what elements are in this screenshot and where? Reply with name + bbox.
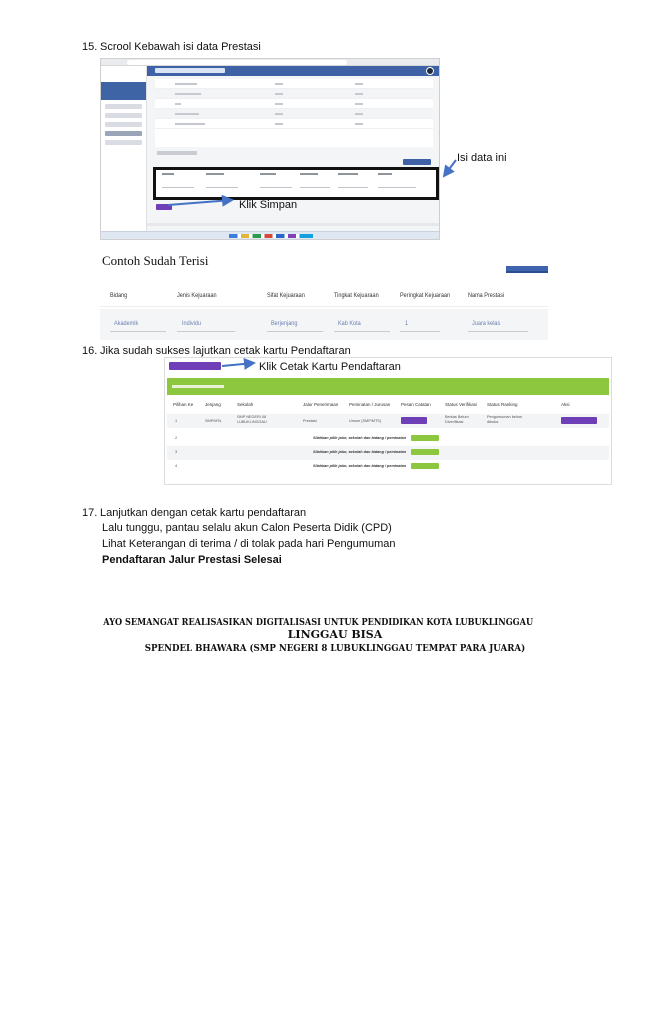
slogan-line1: AYO SEMANGAT REALISASIKAN DIGITALISASI UNTUK PENDIDIKAN KOTA LUBUKLINGGAU [103,617,534,628]
slogan-line3: SPENDEL BHAWARA (SMP NEGERI 8 LUBUKLINGGAU TEMPAT PARA JUARA) [144,643,526,654]
th-pesan: Pesan Catatan [401,402,431,407]
pilih-button [411,463,439,469]
val-bidang: Akademik [114,320,139,327]
val-sifat: Berjenjang [271,320,298,327]
col-tingkat: Tingkat Kejuaraan [334,292,379,299]
col-bidang: Bidang [110,292,128,299]
th-jalur: Jalur Penerimaan [303,402,339,407]
col-jenis: Jenis Kejuaraan [177,292,217,299]
col-nama: Nama Prestasi [468,292,505,299]
th-ranking: Status Ranking [487,402,518,407]
val-nama: Juara kelas [472,320,501,327]
th-jenjang: Jenjang [205,402,221,407]
lihat-pesan-button [401,417,427,424]
step-17-line2: Lalu tunggu, pantau selalu akun Calon Peserta Didik (CPD) [102,522,392,534]
step-17-line1: Lanjutkan dengan cetak kartu pendaftaran [100,507,307,519]
val-jenis: Individu [182,320,202,327]
arrow-to-form [444,160,456,176]
annotation-save: Klik Simpan [239,199,298,211]
table-row: 3 Silahkan pilih jalur, sekolah dan bidang / peminatan [167,446,609,460]
step-17-number: 17. [82,507,98,519]
th-aksi: Aksi [561,402,570,407]
th-peminatan: Peminatan / Jurusan [349,402,391,407]
action-button [561,417,597,424]
table-header-bar [167,378,609,395]
example-filled-table [100,287,548,340]
step-17-heading [82,506,306,521]
screenshot-registration-table [164,357,612,485]
slogan-line2: LINGGAU BISA [287,628,383,641]
arrow-to-cetak [222,363,254,366]
step-15-text: Scrool Kebawah isi data Prestasi [100,41,261,53]
pilih-button [411,449,439,455]
annotation-arrows-15 [0,0,670,260]
col-peringkat: Peringkat Kejuaraan [400,292,451,299]
example-button [506,266,548,273]
step-16-number: 16. [82,345,98,357]
th-verifikasi: Status Verifikasi [445,402,478,407]
table-row: 1 SMP/MTs SMP NEGERI 08 LUBUKLINGGAU Prestasi Umum (SMP/MTS) Berkas Belum Diverifikasi Pengumuman belum dibuka [167,414,609,428]
example-title: Contoh Sudah Terisi [102,253,209,268]
val-tingkat: Kab Kota [338,320,361,327]
step-17-line3: Lihat Keterangan di terima / di tolak pada hari Pengumuman [102,538,396,550]
th-sekolah: Sekolah [237,402,254,407]
val-peringkat: 1 [405,320,409,327]
annotation-fill-data: Isi data ini [457,152,507,164]
arrow-to-simpan [168,200,232,205]
step-16-text: Jika sudah sukses lajutkan cetak kartu Pendaftaran [100,345,351,357]
th-pilihan: Pilihan Ke [173,402,194,407]
col-sifat: Sifat Kejuaraan [267,292,305,299]
table-row: 2 Silahkan pilih jalur, sekolah dan bidang / peminatan [167,432,609,446]
pilih-button [411,435,439,441]
step-17-line4: Pendaftaran Jalur Prestasi Selesai [102,554,282,566]
annotation-cetak: Klik Cetak Kartu Pendaftaran [259,361,401,373]
step-15-number: 15. [82,41,98,53]
table-row: 4 Silahkan pilih jalur, sekolah dan bidang / peminatan [167,460,609,474]
